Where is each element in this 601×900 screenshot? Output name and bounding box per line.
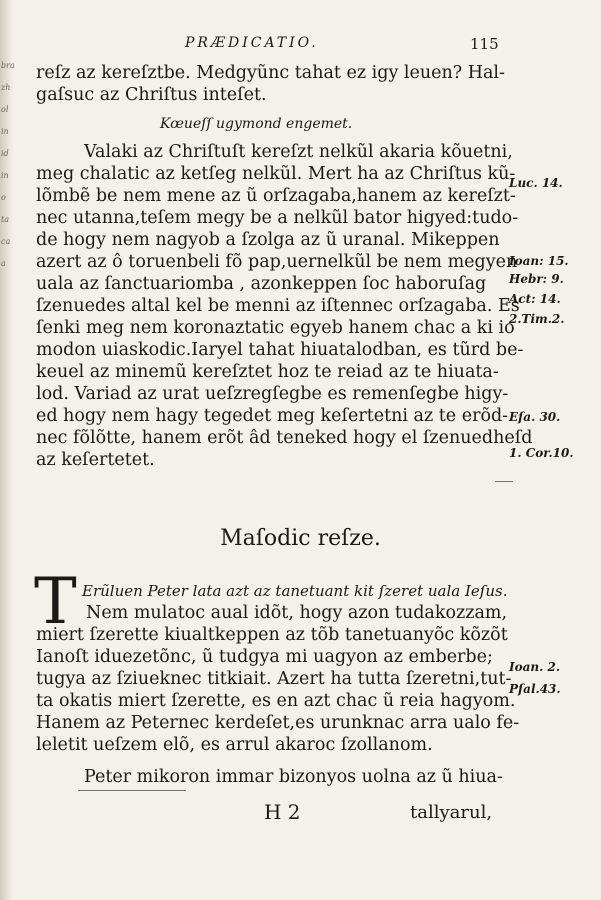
section-title: Maſodic reſze.	[220, 526, 381, 551]
text-line: azert az ô toruenbeli fõ pap,uernelkũl be nem megyen	[36, 252, 518, 272]
text-line: nec utanna,teſem megy be a nelkũl bator higyed:tudo-	[36, 208, 519, 228]
text-line: modon uiaskodic.Iaryel tahat hiuatalodban, es tũrd be-	[36, 340, 524, 360]
text-line: Peter mikoron immar bizonyos uolna az ũ hiua-	[84, 767, 503, 787]
line-end-rule	[495, 481, 513, 482]
text-line: de hogy nem nagyob a ſzolga az ũ uranal. Mikeppen	[36, 230, 500, 250]
edge-fragment: o	[1, 193, 6, 202]
drop-cap: T	[34, 565, 77, 639]
text-line: ed hogy nem hagy tegedet meg keſertetni az te erõd-	[36, 406, 509, 426]
page-number: 115	[470, 35, 499, 53]
adjacent-page-edge	[0, 0, 14, 900]
text-line: Nem mulatoc aual idõt, hogy azon tudakozzam,	[86, 603, 508, 623]
edge-fragment: ol	[1, 105, 9, 114]
margin-reference: 2.Tim.2.	[509, 312, 565, 326]
edge-fragment: ta	[1, 215, 9, 224]
edge-fragment: zh	[1, 83, 11, 92]
text-line: az keſertetet.	[36, 450, 155, 470]
margin-reference: Ioan: 15.	[509, 254, 569, 268]
margin-reference: Ioan. 2.	[509, 660, 560, 674]
text-line: miert ſzerette kiualtkeppen az tõb tanetuanyõc kõzõt	[36, 625, 508, 645]
margin-reference: Pſal.43.	[509, 682, 561, 696]
text-line: ſzenuedes altal kel be menni az iſtennec orſzagaba. Es	[36, 296, 520, 316]
margin-reference: 1. Cor.10.	[509, 446, 574, 460]
text-line: keuel az minemũ kereſztet hoz te reiad az te hiuata-	[36, 362, 499, 382]
margin-reference: Luc. 14.	[509, 176, 563, 190]
text-line: nec fõlõtte, hanem erõt âd teneked hogy el ſzenuedheſd	[36, 428, 533, 448]
margin-reference: Act: 14.	[509, 292, 561, 306]
text-line: ta okatis miert ſzerette, es en azt chac ũ reia hagyom.	[36, 691, 516, 711]
text-line: reſz az kereſztbe. Medgyũnc tahat ez igy leuen? Hal-	[36, 63, 505, 83]
text-line: Hanem az Peternec kerdeſet,es urunknac arra ualo fe-	[36, 713, 520, 733]
edge-fragment: bra	[1, 61, 15, 70]
text-line: leletit ueſzem elõ, es arrul akaroc ſzollanom.	[36, 735, 433, 755]
margin-reference: Eſa. 30.	[509, 410, 561, 424]
edge-fragment: in	[1, 127, 9, 136]
underline-mark	[78, 790, 186, 791]
signature-mark: H 2	[264, 800, 301, 824]
text-line: ſenki meg nem koronaztatic egyeb hanem chac a ki io	[36, 318, 515, 338]
running-head: PRÆDICATIO.	[185, 35, 319, 51]
text-line: uala az ſanctuariomba , azonkeppen ſoc haboruſag	[36, 274, 487, 294]
page-header	[0, 35, 601, 55]
margin-reference: Hebr: 9.	[509, 272, 564, 286]
edge-fragment: a	[1, 259, 6, 268]
text-line: gaſsuc az Chriſtus inteſet.	[36, 85, 267, 105]
text-line: Valaki az Chriſtuſt kereſzt nelkũl akaria kõuetni,	[84, 142, 513, 162]
text-line: Ianoſt iduezetõnc, ũ tudgya mi uagyon az emberbe;	[36, 647, 493, 667]
text-line: tugya az ſziueknec titkiait. Azert ha tutta ſzeretni,tut-	[36, 669, 512, 689]
text-line: Erũluen Peter lata azt az tanetuant kit ſzeret uala Ieſus.	[82, 582, 508, 600]
subheading: Kœueſſ ugymond engemet.	[160, 116, 353, 132]
text-line: meg chalatic az ketſeg nelkũl. Mert ha az Chriſtus kũ-	[36, 164, 516, 184]
edge-fragment: id	[1, 149, 9, 158]
edge-fragment: in	[1, 171, 9, 180]
catchword: tallyarul,	[410, 802, 493, 823]
edge-fragment: ca	[1, 237, 11, 246]
text-line: lõmbẽ be nem mene az ũ orſzagaba,hanem az kereſzt-	[36, 186, 516, 206]
text-line: lod. Variad az urat ueſzregſegbe es remenſegbe higy-	[36, 384, 509, 404]
